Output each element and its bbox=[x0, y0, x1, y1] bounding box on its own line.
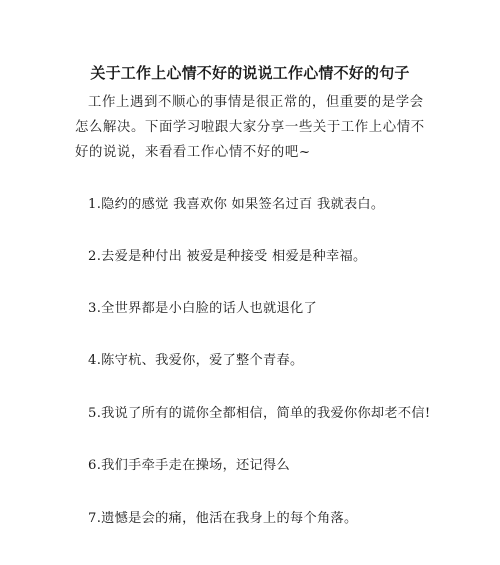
list-item: 1.隐约的感觉 我喜欢你 如果签名过百 我就表白。 bbox=[88, 197, 385, 212]
article-intro: 工作上遇到不顺心的事情是很正常的，但重要的是学会怎么解决。下面学习啦跟大家分享一些关于工作上心情不好的说说，来看看工作心情不好的吧~ bbox=[75, 95, 425, 160]
list-item: 5.我说了所有的谎你全都相信，简单的我爱你你却老不信! bbox=[88, 406, 431, 421]
article-title: 关于工作上心情不好的说说工作心情不好的句子 bbox=[90, 64, 410, 82]
list-item: 7.遗憾是会的痛，他活在我身上的每个角落。 bbox=[88, 511, 358, 526]
list-item: 6.我们手牵手走在操场，还记得么 bbox=[88, 458, 291, 473]
list-item: 4.陈守杭、我爱你，爱了整个青春。 bbox=[88, 353, 304, 368]
list-item: 2.去爱是种付出 被爱是种接受 相爱是种幸福。 bbox=[88, 249, 367, 264]
list-item: 3.全世界都是小白脸的话人也就退化了 bbox=[88, 301, 317, 316]
